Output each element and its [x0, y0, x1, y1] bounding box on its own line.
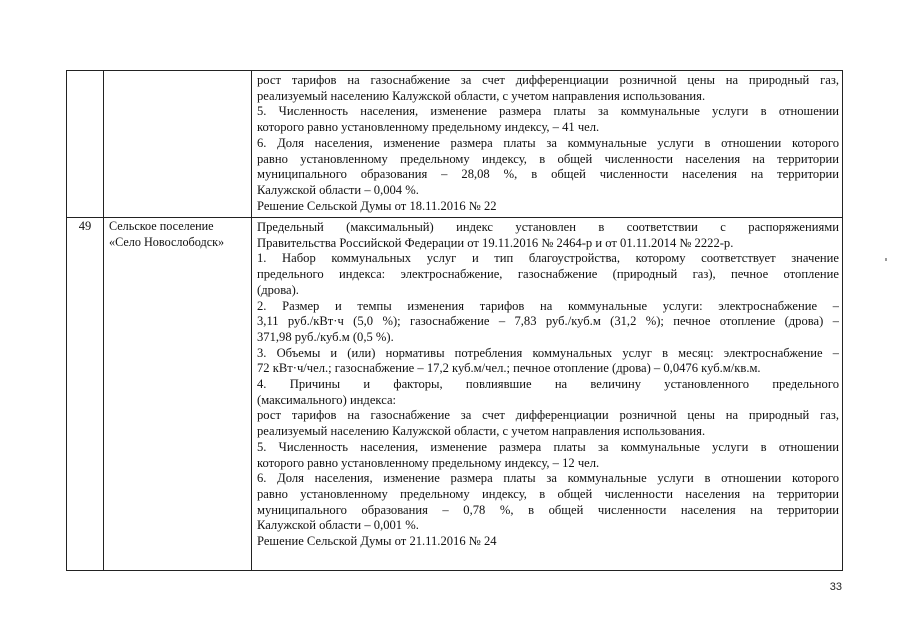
- council-decision-line: Решение Сельской Думы от 18.11.2016 № 22: [257, 198, 497, 213]
- description-line: (максимального) индекса:: [257, 392, 397, 407]
- description-line: 5. Численность населения, изменение размера платы за коммунальные услуги в отношении: [257, 439, 839, 454]
- description-line: равно установленному предельному индексу, в общей численности населения на территории: [257, 486, 839, 501]
- description-line: реализуемый населению Калужской области, с учетом направления использования.: [257, 424, 706, 439]
- description-line: Калужской области – 0,001 %.: [257, 518, 419, 533]
- row-number-cell: 49: [67, 218, 104, 571]
- settlement-name-line: Сельское поселение: [109, 219, 214, 233]
- description-line: которого равно установленному предельному индексу, – 12 чел.: [257, 455, 600, 470]
- description-line: Предельный (максимальный) индекс установлен в соответствии с распоряжениями: [257, 220, 839, 234]
- table-row: [67, 71, 843, 218]
- table-row: [67, 218, 843, 571]
- description-line: равно установленному предельному индексу, в общей численности населения на территории: [257, 151, 839, 166]
- description-line: Калужской области – 0,004 %.: [257, 182, 419, 197]
- page-number: 33: [829, 581, 842, 593]
- row-number-cell: [67, 71, 104, 218]
- description-line: которого равно установленному предельному индексу, – 41 чел.: [257, 120, 600, 135]
- scan-artifact: [885, 258, 887, 261]
- description-line: 3. Объемы и (или) нормативы потребления коммунальных услуг в месяц: электроснабжение –: [257, 345, 839, 360]
- settlement-name-cell: [104, 218, 252, 571]
- description-line: 5. Численность населения, изменение размера платы за коммунальные услуги в отношении: [257, 104, 839, 119]
- description-line: муниципального образования – 0,78 %, в общей численности населения на территории: [257, 502, 839, 517]
- description-line: рост тарифов на газоснабжение за счет дифференциации розничной цены на природный газ,: [257, 408, 839, 423]
- tariff-table: [66, 70, 843, 571]
- council-decision-line: Решение Сельской Думы от 21.11.2016 № 24: [257, 534, 497, 549]
- description-cell: [252, 218, 843, 571]
- description-line: 371,98 руб./куб.м (0,5 %).: [257, 329, 394, 344]
- description-line: 1. Набор коммунальных услуг и тип благоустройства, которому соответствует значение: [257, 251, 839, 266]
- description-line: реализуемый населению Калужской области, с учетом направления использования.: [257, 88, 706, 103]
- description-line: предельного индекса: электроснабжение, газоснабжение (природный газ), печное отопление: [257, 267, 839, 282]
- description-line: 3,11 руб./кВт·ч (5,0 %); газоснабжение – 7,83 руб./куб.м (31,2 %); печное отопление (дрова) –: [257, 314, 839, 329]
- description-line: рост тарифов на газоснабжение за счет дифференциации розничной цены на природный газ,: [257, 73, 839, 87]
- description-line: 6. Доля населения, изменение размера платы за коммунальные услуги в отношении которого: [257, 135, 839, 150]
- description-line: 6. Доля населения, изменение размера платы за коммунальные услуги в отношении которого: [257, 471, 839, 486]
- description-line: (дрова).: [257, 282, 299, 297]
- description-line: 2. Размер и темпы изменения тарифов на коммунальные услуги: электроснабжение –: [257, 298, 839, 313]
- description-line: Правительства Российской Федерации от 19.11.2016 № 2464-р и от 01.11.2014 № 2222-р.: [257, 235, 734, 250]
- settlement-name-cell: [104, 71, 252, 218]
- description-line: 4. Причины и факторы, повлиявшие на величину установленного предельного: [257, 377, 839, 392]
- settlement-name-line: «Село Новослободск»: [109, 234, 225, 249]
- description-line: 72 кВт·ч/чел.; газоснабжение – 17,2 куб.м/чел.; печное отопление (дрова) – 0,0476 куб.м/кв.м.: [257, 361, 761, 376]
- description-cell: [252, 71, 843, 218]
- description-line: муниципального образования – 28,08 %, в общей численности населения на территории: [257, 167, 839, 182]
